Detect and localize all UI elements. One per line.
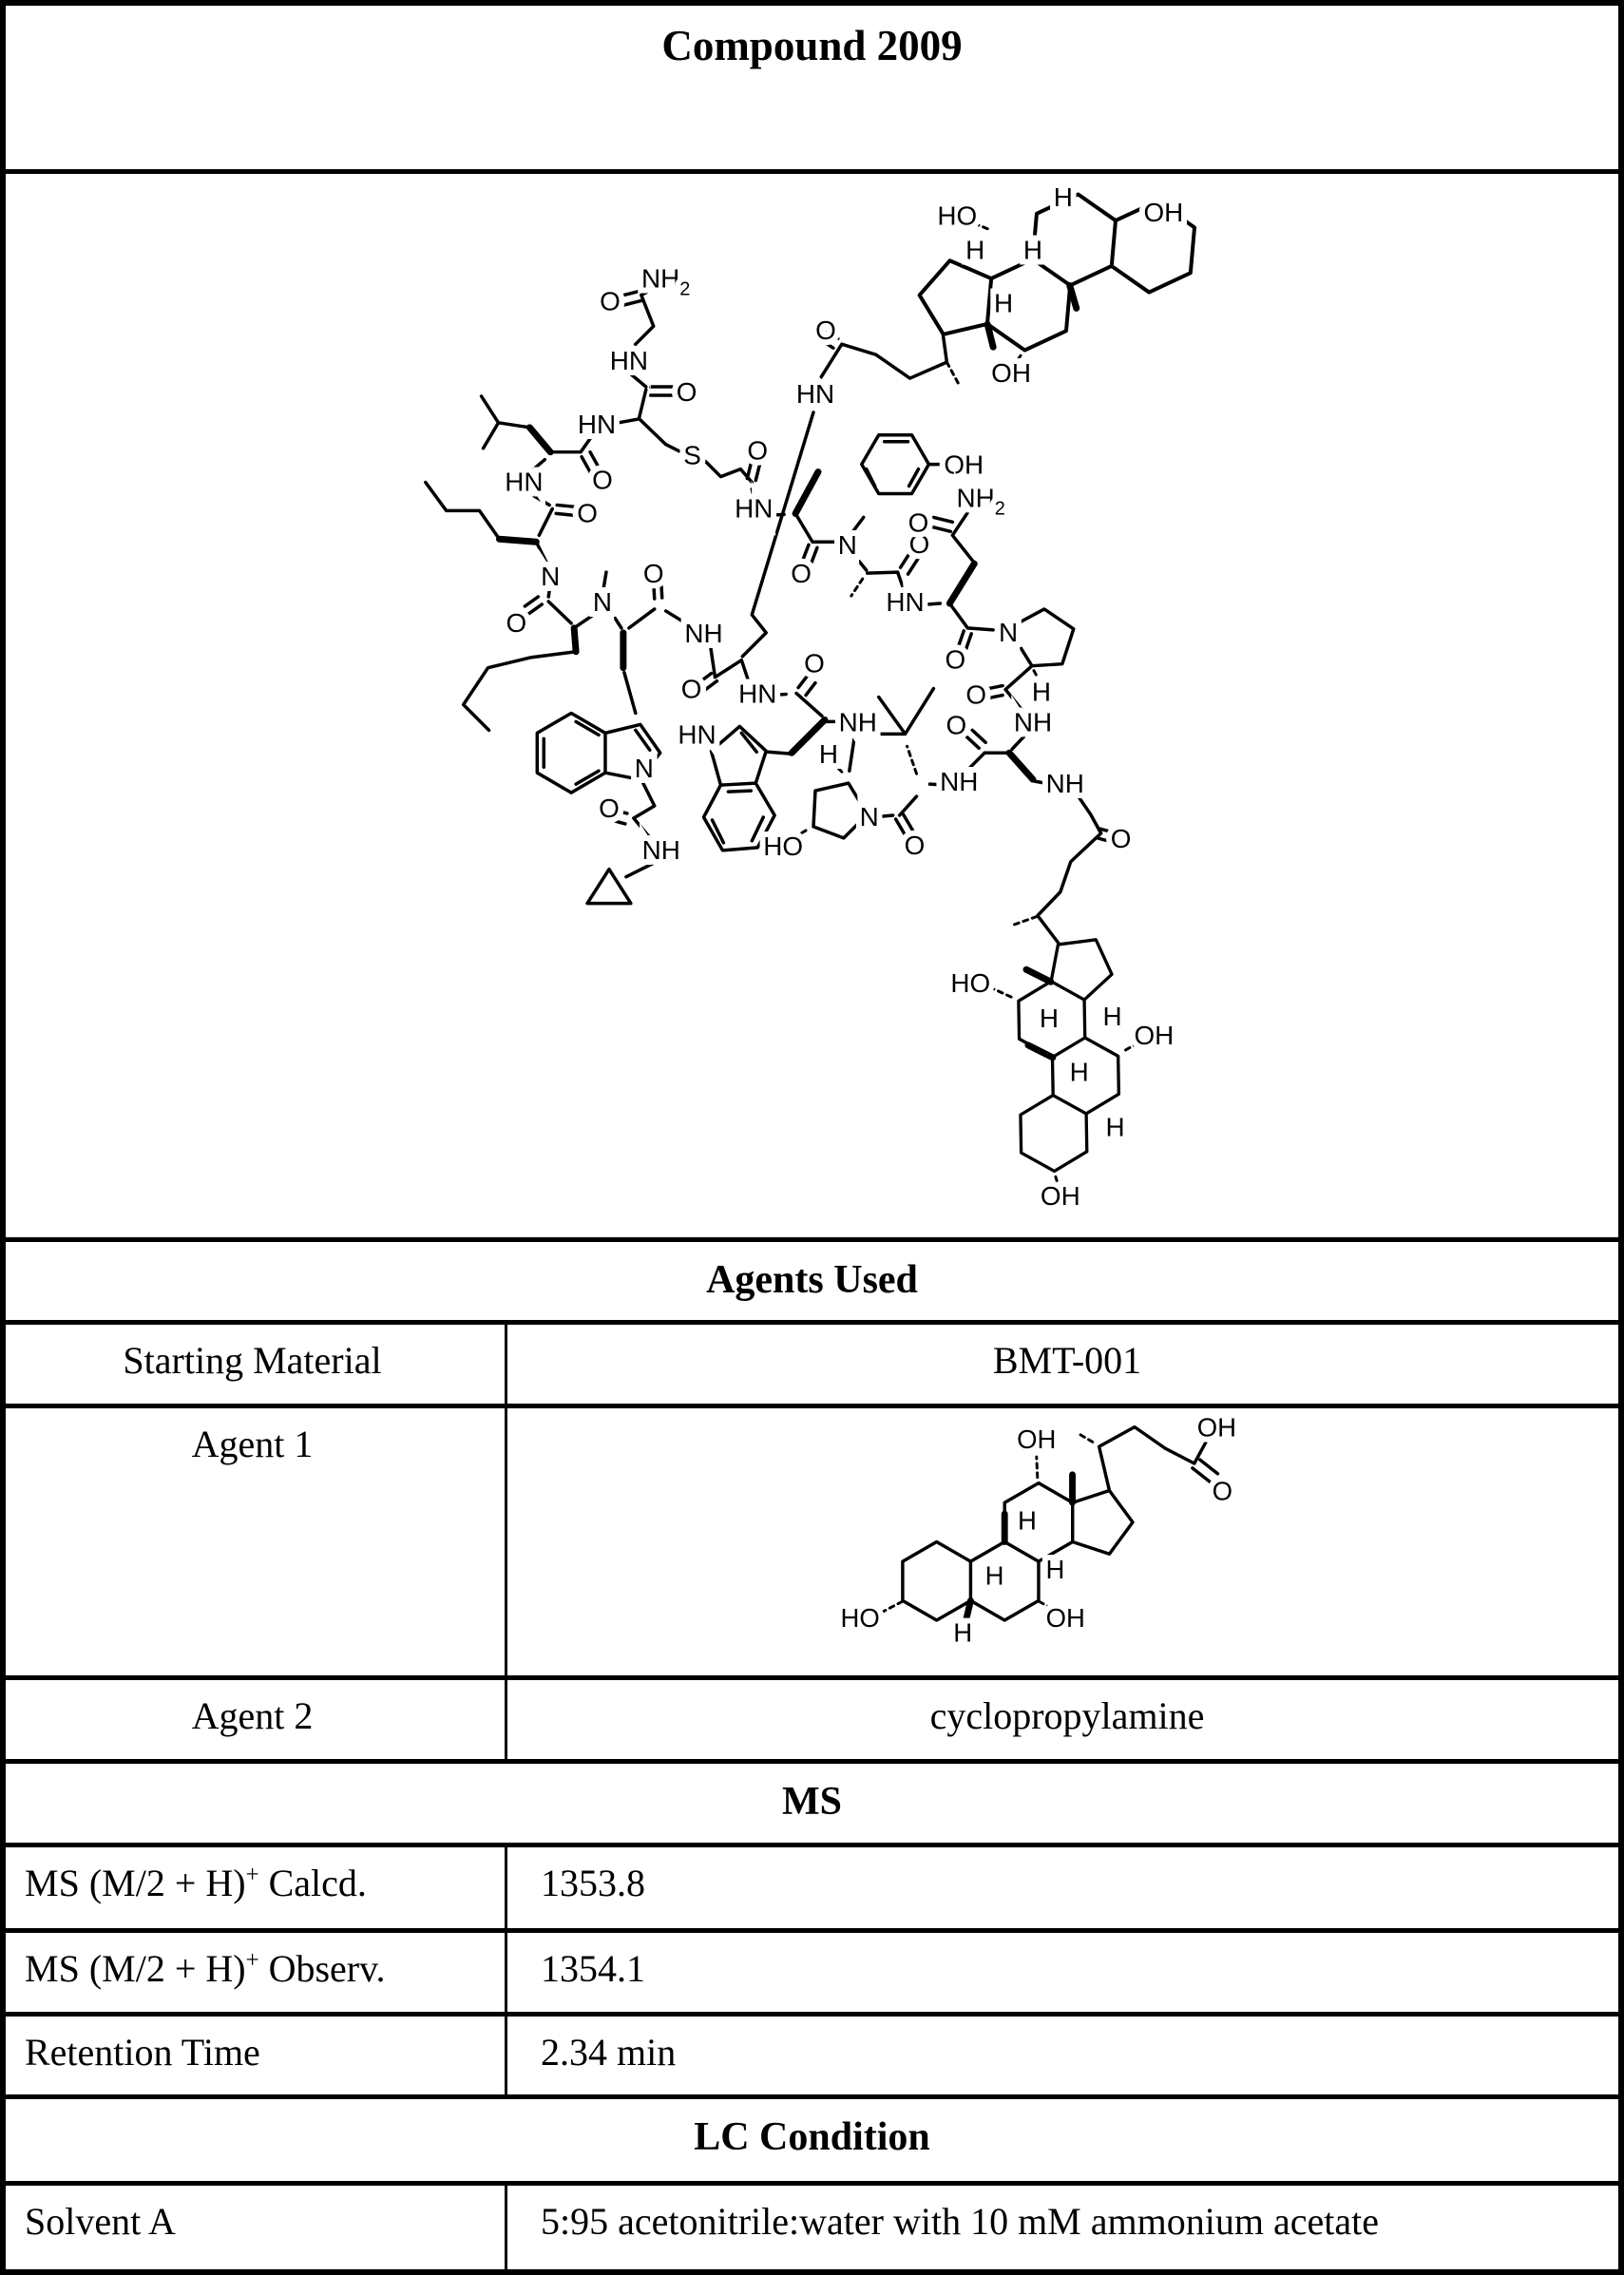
starting-material-row [0,1320,1624,1404]
retention-time-value: 2.34 min [541,2031,677,2074]
solvent-a-row [0,2181,1624,2275]
atom-label: H [1102,1001,1122,1031]
ms-calcd-row [0,1843,1624,1928]
ms-observ-label-base: MS (M/2 + H) [25,1947,246,1990]
atom-label: N [592,586,613,617]
atom-label: O [592,465,613,495]
atom-label: O [904,830,926,860]
ms-calcd-label-sup: + [245,1862,259,1888]
agent1-structure-drawing [0,1408,1624,1675]
ms-observ-label [0,1933,505,1991]
atom-label: HN [738,679,777,709]
atom-label: H [818,739,838,770]
atom-label: H [1039,1003,1059,1033]
atom-label: O [908,529,930,560]
atom-label: N [541,562,561,592]
atom-label: NH [684,618,723,648]
atom-label: O [600,286,621,316]
atom-label: O [804,648,825,679]
atom-label: NH [838,707,877,737]
agent2-label: Agent 2 [191,1694,314,1737]
atom-label: O [908,507,929,538]
starting-material-label: Starting Material [123,1339,382,1382]
atom-label: NH [1013,707,1053,737]
ms-header: MS [782,1780,842,1824]
atom-label: O [577,498,598,528]
ms-observ-value-cell [510,1933,1624,2012]
atom-label: HO [840,1602,880,1633]
atom-label: O [747,435,769,466]
atom-label: NH [641,834,680,865]
atom-label: HN [678,719,716,750]
retention-time-label: Retention Time [25,2031,260,2074]
agent1-label: Agent 1 [191,1423,314,1465]
atom-label: OH [991,358,1031,389]
atom-label: OH [1017,1424,1057,1455]
atom-label: H [984,1560,1004,1591]
atom-label: H [1045,1554,1065,1584]
atom-label: OH [1040,1181,1080,1212]
atom-label: HN [505,467,544,497]
atom-label: NH [940,767,979,797]
atom-label: HN [795,378,835,409]
agent1-steroid-rings [903,1483,1133,1620]
ms-header-row [0,1759,1624,1843]
atom-label: O [965,679,987,710]
atom-label: H [1031,677,1051,707]
ms-observ-label-cell [0,1933,507,2012]
agent2-row [0,1675,1624,1759]
atom-label: NH [1045,769,1084,799]
retention-time-row [0,2012,1624,2094]
atom-label: N [634,754,654,784]
lc-condition-header-row [0,2094,1624,2181]
starting-material-value-cell [510,1325,1624,1404]
compound-2009-structure-drawing [0,174,1624,1237]
ms-observ-value: 1354.1 [541,1947,645,1990]
atom-label: O [642,559,664,589]
agent1-row [0,1404,1624,1675]
solvent-a-value-cell [510,2186,1624,2275]
starting-material-label-cell [0,1325,507,1404]
atom-label: HO [763,831,804,861]
atom-label: HO [950,968,991,999]
agent1-atom-labels [840,1412,1236,1647]
starting-material-value: BMT-001 [992,1339,1142,1382]
atom-label: OH [1143,197,1184,227]
atom-label: N [859,801,879,832]
agents-used-header: Agents Used [706,1258,918,1302]
atom-label: H [953,1617,973,1648]
ms-calcd-label-rest: Calcd. [258,1862,367,1904]
atom-label: O [599,793,620,823]
ms-calcd-label-base: MS (M/2 + H) [25,1862,246,1904]
atom-label: O [945,644,966,675]
agent2-label-cell [0,1680,507,1759]
atom-label: O [680,674,702,704]
atom-label: O [506,607,527,638]
atom-label: $NH_2$ [956,483,1005,520]
atom-label: OH [1134,1020,1175,1050]
atom-label: O [815,315,836,346]
atom-label: OH [1045,1602,1085,1633]
retention-time-value-cell [510,2017,1624,2094]
agent2-value-cell [510,1680,1624,1759]
atom-label: H [1018,1505,1037,1536]
atom-label: HN [609,346,648,376]
lc-condition-header: LC Condition [694,2115,930,2159]
stereo-wedge-bonds [499,285,1076,1057]
atom-label: HN [735,493,774,524]
solvent-a-label: Solvent A [25,2200,176,2243]
atom-label: HN [577,409,617,439]
ms-calcd-value-cell [510,1847,1624,1928]
atom-label: H [994,288,1014,318]
atom-label: HO [937,201,978,231]
atom-label: OH [944,449,984,480]
atom-label: H [1022,235,1043,265]
page-title: Compound 2009 [661,22,963,69]
title-row [0,0,1624,169]
solvent-a-value: 5:95 acetonitrile:water with 10 mM ammonium acetate [541,2200,1379,2243]
atom-label: O [791,559,812,589]
atom-label: O [946,710,967,740]
atom-label: HN [886,586,925,617]
bottom-steroid-rings [955,921,1179,1180]
atom-label: O [676,376,697,407]
agent2-value: cyclopropylamine [929,1694,1205,1737]
atom-label: H [1105,1112,1125,1142]
agents-used-header-row [0,1237,1624,1320]
ms-calcd-label-cell [0,1847,507,1928]
ms-observ-label-sup: + [245,1947,259,1974]
main-structure-atom-labels [505,182,1183,1211]
ms-observ-row [0,1928,1624,2012]
atom-label: H [1069,1057,1089,1087]
ms-observ-label-rest: Observ. [258,1947,386,1990]
solvent-a-label-cell [0,2186,507,2275]
retention-time-label-cell [0,2017,507,2094]
atom-label: S [683,440,701,470]
ms-calcd-value: 1353.8 [541,1862,645,1904]
atom-label: O [1212,1476,1233,1506]
atom-label: H [965,235,985,265]
atom-label: O [1110,823,1132,853]
atom-label: H [1053,182,1073,212]
atom-label: N [837,530,857,561]
main-structure-row [0,169,1624,1237]
atom-label: $NH_2$ [641,263,691,300]
atom-label: OH [1196,1412,1237,1443]
ms-calcd-label [0,1847,505,1905]
atom-label: N [999,617,1019,647]
